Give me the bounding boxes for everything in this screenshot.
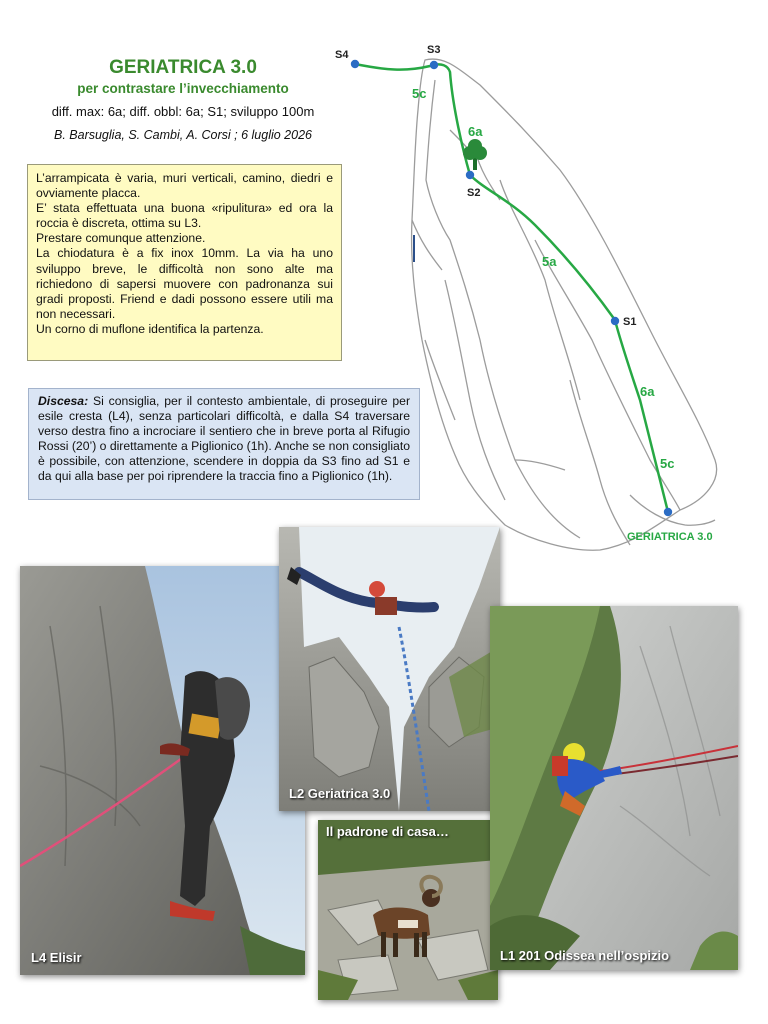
- route-name-label: GERIATRICA 3.0: [627, 531, 713, 543]
- photo-muflone: [318, 820, 498, 1000]
- description-line: La chiodatura è a fix inox 10mm. La via ha uno sviluppo breve, le difficoltà non sono alte ma richiedono di sapersi muovere con padronanza sui gradi proposti. Friend e dadi possono essere utili ma non necessari.: [36, 246, 333, 321]
- description-line: Un corno di muflone identifica la partenza.: [36, 321, 264, 336]
- photo-l1-image: [490, 606, 738, 970]
- grade-label: 5c: [412, 86, 427, 101]
- page-subtitle: per contrastare l’invecchiamento: [77, 81, 289, 96]
- station-s1-icon: [611, 317, 619, 325]
- photo-muflone-caption: Il padrone di casa…: [326, 824, 449, 839]
- route-specs: diff. max: 6a; diff. obbl: 6a; S1; sviluppo 100m: [51, 104, 315, 119]
- description-line: E’ stata effettuata una buona «ripulitura» ed ora la roccia è discreta, ottima su L3.: [36, 201, 333, 231]
- station-s1-label: S1: [623, 316, 637, 328]
- route-topo: [330, 40, 740, 560]
- photo-muflone-image: [318, 820, 498, 1000]
- station-s4-label: S4: [335, 49, 349, 61]
- route-authors: B. Barsuglia, S. Cambi, A. Corsi ; 6 luglio 2026: [54, 128, 312, 142]
- grade-label: 6a: [640, 384, 655, 399]
- photo-l2: [279, 527, 500, 811]
- grade-labels: [412, 86, 674, 471]
- photo-l2-caption: L2 Geriatrica 3.0: [289, 786, 391, 801]
- station-s2-icon: [466, 171, 474, 179]
- description-line: Prestare comunque attenzione.: [36, 231, 206, 246]
- route-start-icon: [664, 508, 672, 516]
- station-s2-label: S2: [467, 187, 481, 199]
- photo-l1-caption: L1 201 Odissea nell’ospizio: [500, 948, 670, 963]
- page-title: GERIATRICA 3.0: [109, 57, 257, 78]
- route-line: [355, 64, 668, 512]
- rock-outline: [412, 59, 717, 550]
- photo-l1: [490, 606, 738, 970]
- descent-label: Discesa:: [38, 394, 89, 408]
- photo-l2-image: [279, 527, 500, 811]
- station-s3-label: S3: [427, 44, 441, 56]
- station-s3-icon: [430, 61, 438, 69]
- description-line: L’arrampicata è varia, muri verticali, camino, diedri e ovviamente placca.: [36, 171, 333, 201]
- description-box: [27, 164, 342, 361]
- station-s4-icon: [351, 60, 359, 68]
- descent-text: Si consiglia, per il contesto ambientale, di proseguire per esile cresta (L4), senza particolari difficoltà, e dalla S4 traversare verso destra fino a incrociare il sentiero che in breve porta al Rifugio Rossi (20’) o direttamente a Piglionico (1h). Anche se non consigliato è possibile, con attenzione, scendere in doppia da S3 fino ad S1 e da qui alla base per poi riprendere la traccia fino a Piglionico (1h).: [38, 394, 410, 484]
- photo-l4: [20, 566, 305, 975]
- photo-l4-caption: L4 Elisir: [31, 950, 82, 965]
- grade-label: 5c: [660, 456, 675, 471]
- photo-l4-image: [20, 566, 305, 975]
- grade-label: 6a: [468, 124, 483, 139]
- grade-label: 5a: [542, 254, 557, 269]
